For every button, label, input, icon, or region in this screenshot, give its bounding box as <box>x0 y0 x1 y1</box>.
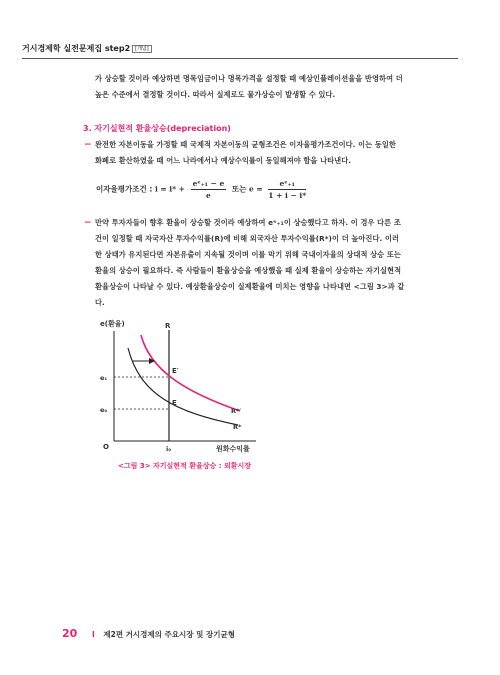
original-curve-label: R* <box>233 423 242 431</box>
para1-line: 완전한 자본이동을 가정할 때 국제적 자본이동의 균형조건은 이자율평가조건이다. 이는 동일한 <box>95 140 396 149</box>
original-foreign-return-curve <box>128 348 238 425</box>
bullet-marker: − <box>84 140 92 150</box>
para2-line: 환율의 상승이 필요하다. 즉 사람들이 환율상승을 예상했을 때 실제 환율이 상승하는 자기실현적 <box>95 266 402 275</box>
para2-line: 다. <box>95 298 105 307</box>
formula-rhs: e = <box>248 184 263 194</box>
x-axis-label: 원화수익률 <box>216 445 250 453</box>
para2-line: 만약 투자자들이 향후 환율이 상승할 것이라 예상하여 eᵉ₊₁이 상승했다고 하자. 이 경우 다른 조 <box>95 218 401 227</box>
fraction-2-numerator: eᵉ₊₁ <box>268 178 306 190</box>
point-old-label: E <box>172 399 177 407</box>
page-footer <box>62 627 235 640</box>
para1-line: 화폐로 환산하였을 때 어느 나라에서나 예상수익률이 동일해져야 함을 나타낸다. <box>95 156 352 165</box>
bullet-marker: − <box>84 218 92 228</box>
figure-caption: <그림 3> 자기실현적 환율상승 : 외환시장 <box>118 462 252 470</box>
y-axis-label: e(환율) <box>100 320 125 328</box>
page-number: 20 <box>62 627 78 640</box>
header-title: 거시경제학 실전문제집 step2 <box>22 44 131 53</box>
origin-label: O <box>103 443 109 451</box>
shifted-curve-label: R*′ <box>231 407 242 415</box>
footer-separator: I <box>91 630 95 639</box>
intro-line: 높은 수준에서 결정할 것이다. 따라서 실제로도 물가상승이 발생할 수 있다. <box>95 90 336 99</box>
fraction-1-numerator: eᵉ₊₁ − e <box>192 179 225 188</box>
formula-or: 또는 <box>231 184 249 194</box>
para2-line: 환율상승이 나타날 수 있다. 예상환율상승이 실제환율에 미치는 영향을 나타내면 <그림 3>과 같 <box>95 282 405 291</box>
intro-line: 가 상승할 것이라 예상하면 명목임금이나 명목가격을 설정할 때 예상인플레이션율을 반영하여 더 <box>95 74 403 83</box>
point-new-label: E′ <box>172 367 179 375</box>
section-title: 3. 자기실현적 환율상승(depreciation) <box>83 124 231 133</box>
r-label: R <box>165 322 171 330</box>
i0-label: i₀ <box>166 445 172 453</box>
shifted-foreign-return-curve <box>141 335 240 411</box>
fraction-1-denominator: e <box>206 191 211 200</box>
header-sub: [개념] <box>132 45 152 53</box>
e1-label: e₁ <box>100 374 108 382</box>
para2-line: 한 상태가 유지된다면 자본유출이 지속될 것이며 이를 막기 위해 국내이자율의 상대적 상승 또는 <box>95 250 401 259</box>
fraction-2-denominator: 1 + i − i* <box>268 191 307 200</box>
formula-label: 이자율평가조건 : <box>96 184 155 194</box>
footer-text: 제2편 거시경제의 주요시장 및 장기균형 <box>103 630 235 639</box>
formula-lhs: i = i* + <box>154 184 185 194</box>
para2-line: 건이 일정할 때 자국자산 투자수익률(R)에 비해 외국자산 투자수익률(R*)이 더 높아진다. 이러 <box>95 234 400 243</box>
e0-label: e₀ <box>100 406 108 414</box>
